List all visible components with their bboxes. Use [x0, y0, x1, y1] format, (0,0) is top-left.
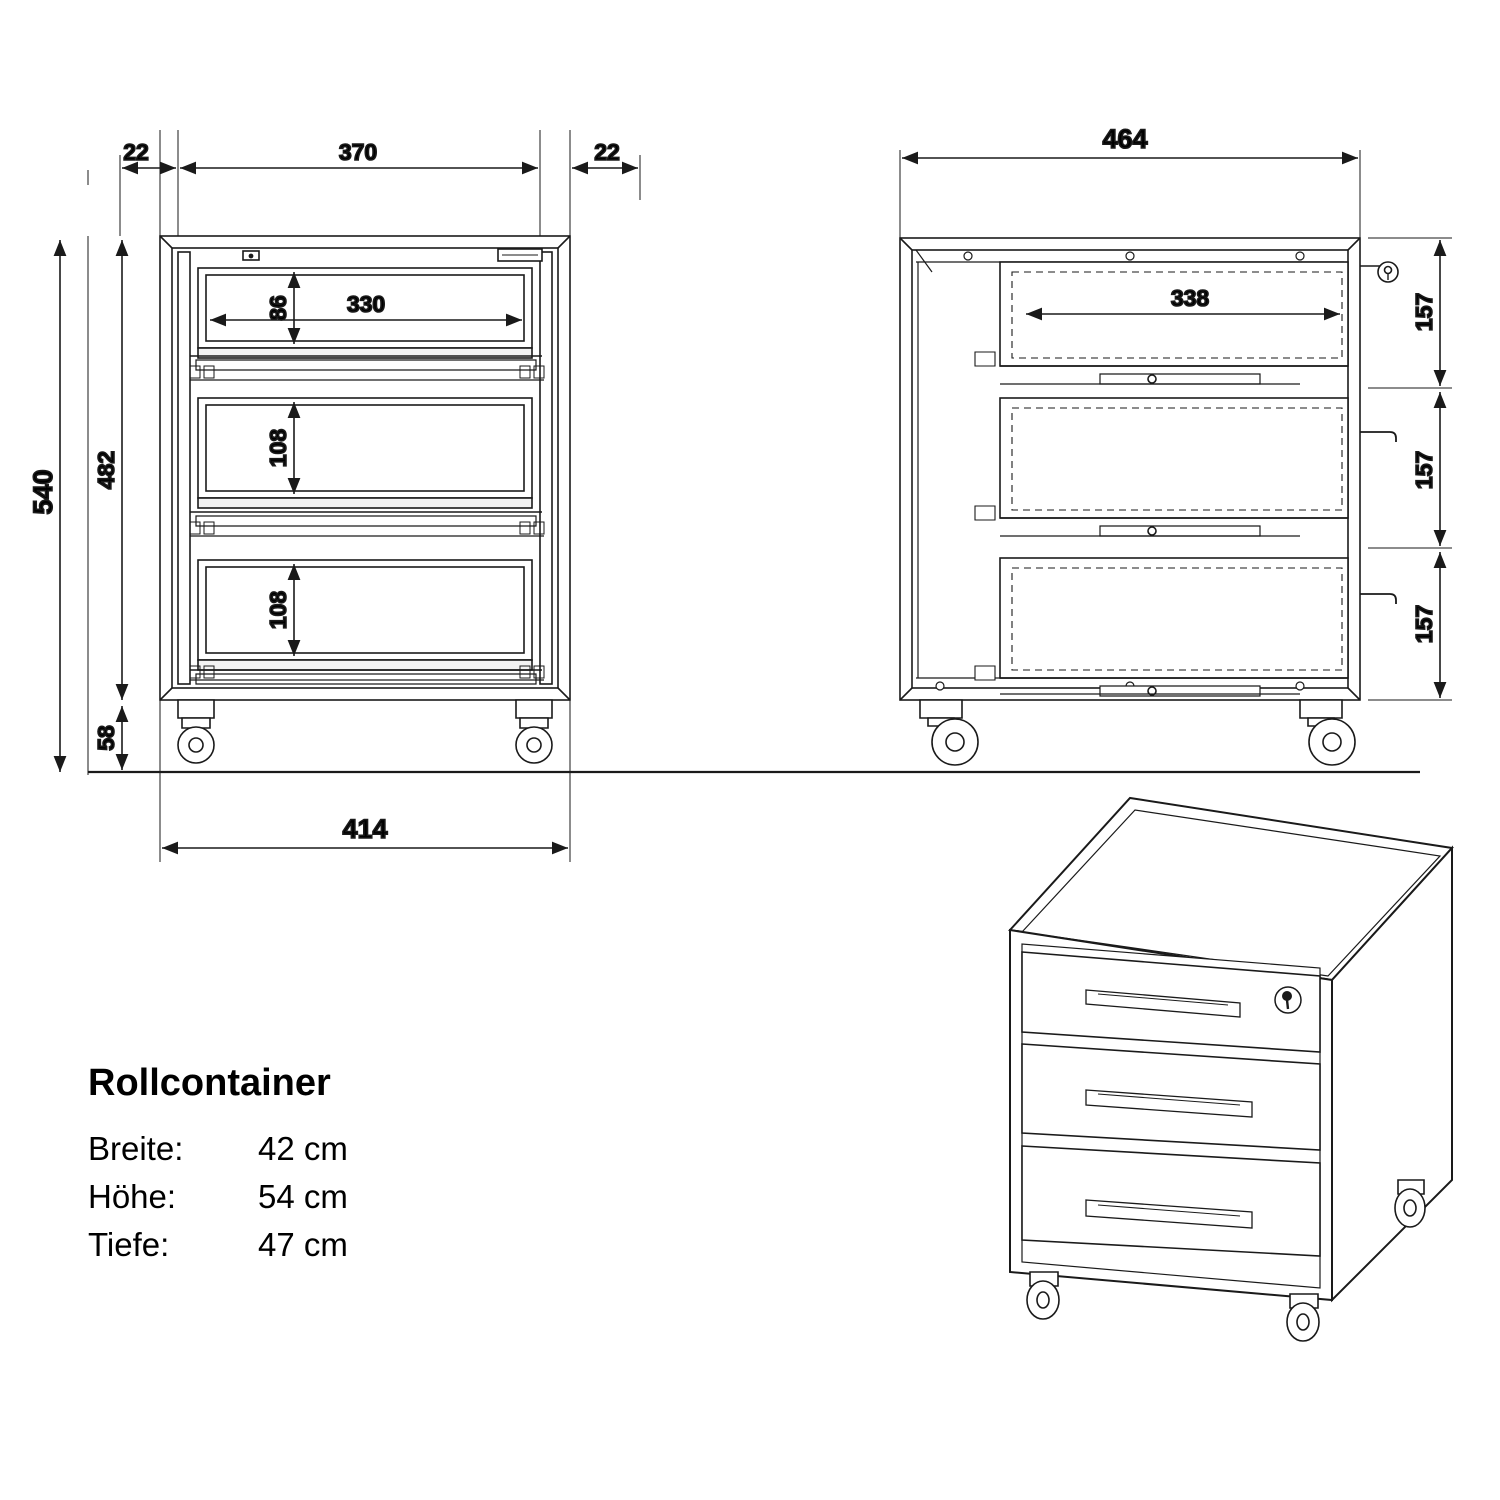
- side-inner-depth-338: 338: [1170, 285, 1210, 311]
- spec-label-breite: Breite:: [88, 1130, 184, 1167]
- front-dim-370: 370: [338, 139, 378, 165]
- side-handle-2: [1360, 432, 1396, 442]
- perspective-castor-front-right: [1287, 1294, 1319, 1341]
- spec-label-hoehe: Höhe:: [88, 1178, 177, 1215]
- front-castor-left: [178, 700, 214, 763]
- front-view: [28, 130, 640, 862]
- side-castor-left: [920, 700, 978, 765]
- side-castor-right: [1300, 700, 1355, 765]
- front-drawer-1: [190, 268, 544, 380]
- side-drawer-1: [975, 262, 1348, 384]
- front-dim-540: 540: [28, 469, 58, 515]
- side-handle-3: [1360, 594, 1396, 604]
- spec-value-hoehe: 54 cm: [258, 1178, 348, 1215]
- side-lock: [1360, 262, 1398, 282]
- side-dim-157-2: 157: [1411, 450, 1437, 490]
- front-drawer-inner-width-330: 330: [346, 291, 386, 317]
- side-drawer-3: [975, 558, 1348, 696]
- side-dim-464: 464: [1102, 124, 1148, 154]
- spec-value-breite: 42 cm: [258, 1130, 348, 1167]
- perspective-castor-rear-right: [1395, 1180, 1425, 1227]
- perspective-castor-front-left: [1027, 1272, 1059, 1319]
- spec-value-tiefe: 47 cm: [258, 1226, 348, 1263]
- front-drawer-3: [190, 560, 544, 684]
- front-drawer1-height-86: 86: [265, 295, 291, 321]
- side-dim-157-1: 157: [1411, 292, 1437, 332]
- front-dim-414: 414: [342, 814, 388, 844]
- side-drawer-2: [975, 398, 1348, 536]
- side-view: [900, 124, 1452, 765]
- front-dim-482: 482: [93, 450, 119, 490]
- spec-label-tiefe: Tiefe:: [88, 1226, 170, 1263]
- perspective-drawer-3: [1022, 1146, 1320, 1256]
- front-drawer3-height-108: 108: [265, 590, 291, 630]
- perspective-view: [1010, 798, 1452, 1341]
- front-drawer2-height-108: 108: [265, 428, 291, 468]
- front-castor-right: [516, 700, 552, 763]
- front-dim-22-left: 22: [123, 139, 149, 165]
- front-dim-22-right: 22: [594, 139, 620, 165]
- side-dim-157-3: 157: [1411, 604, 1437, 644]
- page-title: Rollcontainer: [88, 1062, 331, 1104]
- front-dim-58: 58: [93, 725, 119, 751]
